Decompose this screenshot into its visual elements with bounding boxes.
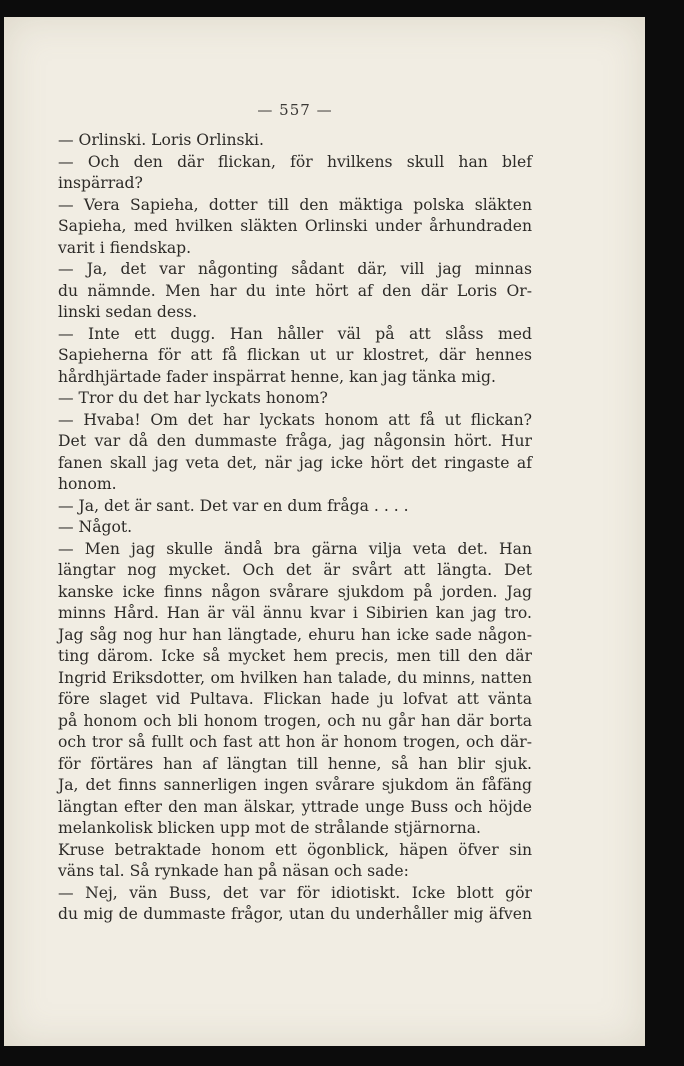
text-line: — Något.	[58, 518, 133, 536]
text-line: ting därom. Icke så mycket hem precis, men till den där	[58, 647, 532, 665]
text-line: — Inte ett dugg. Han håller väl på att slåss med	[58, 324, 532, 343]
text-line: — Vera Sapieha, dotter till den mäktiga polska släkten	[58, 195, 532, 214]
text-line: minns Hård. Han är väl ännu kvar i Sibirien kan jag tro.	[58, 604, 532, 622]
body-text	[58, 130, 532, 926]
text-line: — Orlinski. Loris Orlinski.	[58, 131, 264, 149]
text-line: — Nej, vän Buss, det var för idiotiskt. Icke blott gör	[58, 883, 532, 902]
text-line: — Ja, det var någonting sådant där, vill jag minnas	[58, 260, 532, 278]
text-line: melankolisk blicken upp mot de strålande stjärnorna.	[58, 819, 482, 837]
text-line: väns tal. Så rynkade han på näsan och sade:	[58, 862, 409, 880]
text-line: för förtäres han af längtan till henne, så han blir sjuk.	[58, 754, 532, 773]
text-line: — Men jag skulle ändå bra gärna vilja veta det. Han	[58, 539, 532, 558]
text-line: före slaget vid Pultava. Flickan hade ju lofvat att vänta	[58, 690, 532, 708]
text-line: Ja, det finns sannerligen ingen svårare sjukdom än fåfäng	[58, 776, 532, 794]
text-line: varit i fiendskap.	[58, 238, 192, 257]
text-line: Ingrid Eriksdotter, om hvilken han talade, du minns, natten	[58, 668, 532, 687]
text-line: kanske icke finns någon svårare sjukdom på jorden. Jag	[58, 582, 532, 601]
text-line: Kruse betraktade honom ett ögonblick, häpen öfver sin	[58, 840, 532, 859]
text-line: fanen skall jag veta det, när jag icke hört det ringaste af	[58, 453, 532, 472]
text-line: på honom och bli honom trogen, och nu går han där borta	[58, 711, 532, 730]
text-line: Sapieha, med hvilken släkten Orlinski under århundraden	[58, 217, 532, 235]
text-line: — Hvaba! Om det har lyckats honom att få ut flickan?	[58, 410, 532, 429]
text-line: — Ja, det är sant. Det var en dum fråga . . . .	[58, 496, 409, 515]
page-number: — 557 —	[257, 101, 333, 119]
text-line: — Tror du det har lyckats honom?	[58, 389, 328, 407]
text-line: honom.	[58, 475, 117, 493]
text-line: längtan efter den man älskar, yttrade unge Buss och höjde	[58, 797, 532, 816]
text-line: hårdhjärtade fader inspärrat henne, kan jag tänka mig.	[58, 367, 496, 386]
text-line: längtar nog mycket. Och det är svårt att längta. Det	[58, 561, 532, 579]
text-line: linski sedan dess.	[58, 303, 198, 321]
book-page	[4, 17, 645, 1046]
text-line: och tror så fullt och fast att hon är honom trogen, och där-	[58, 733, 532, 751]
text-line: Jag såg nog hur han längtade, ehuru han icke sade någon-	[58, 625, 532, 644]
text-line: inspärrad?	[58, 174, 143, 192]
text-line: du nämnde. Men har du inte hört af den där Loris Or-	[58, 281, 532, 300]
text-line: du mig de dummaste frågor, utan du underhåller mig äfven	[58, 905, 532, 923]
text-line: Det var då den dummaste fråga, jag någonsin hört. Hur	[58, 432, 532, 450]
text-line: Sapieherna för att få flickan ut ur klostret, där hennes	[58, 346, 532, 364]
text-line: — Och den där flickan, för hvilkens skull han blef	[58, 152, 532, 171]
